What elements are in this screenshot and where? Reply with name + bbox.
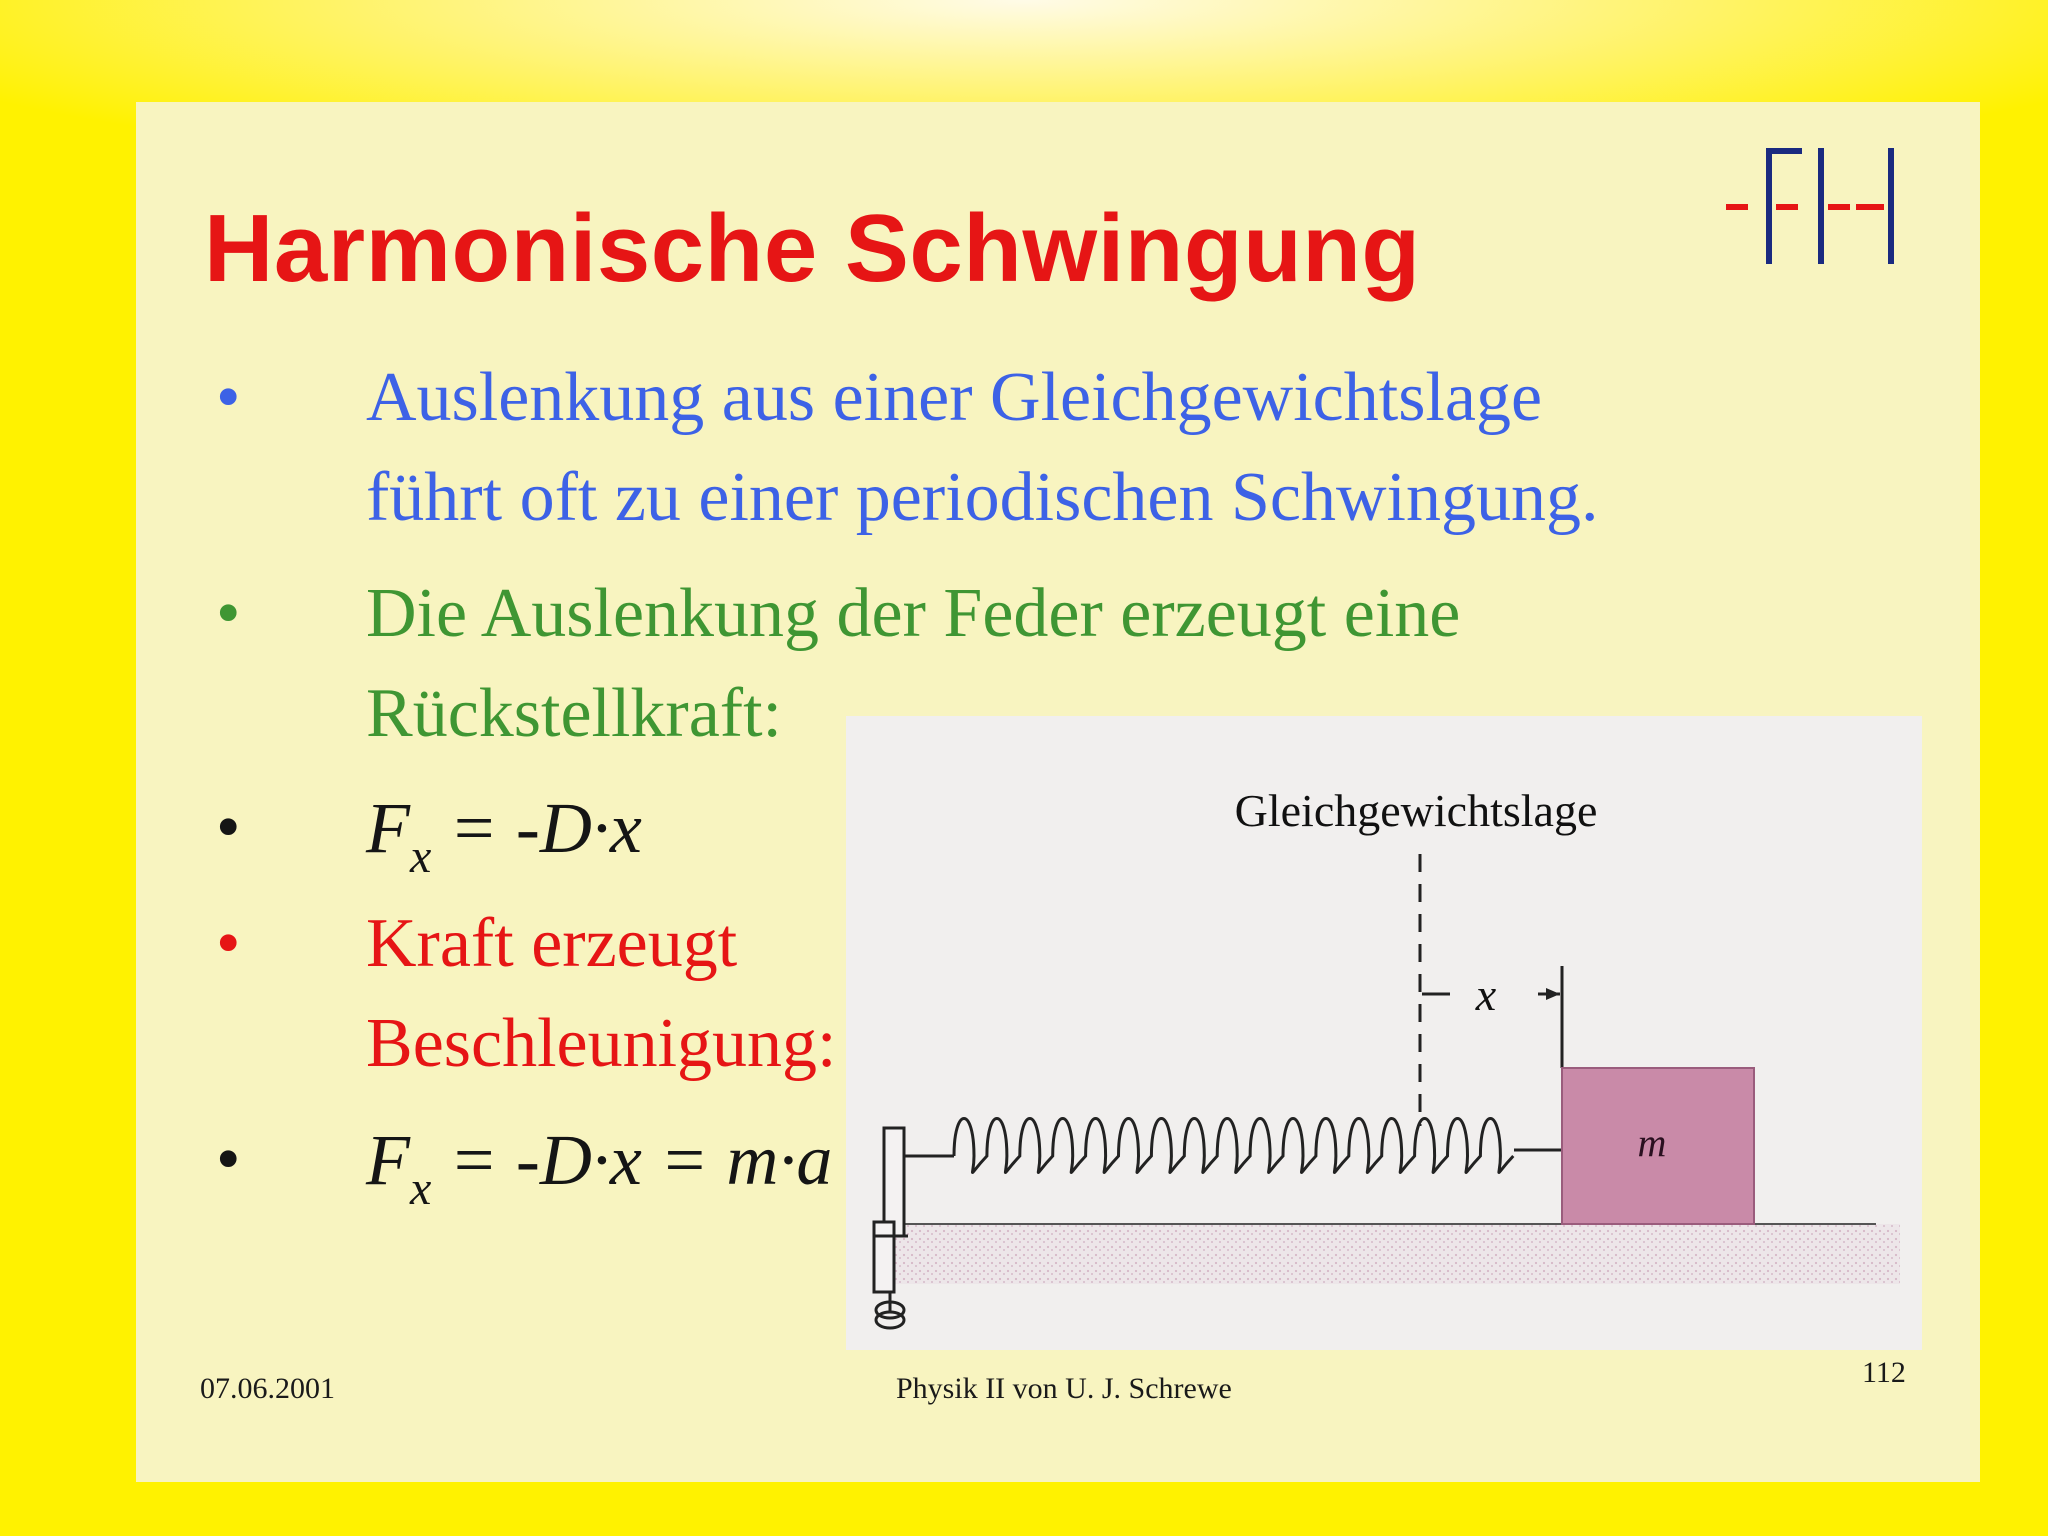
equilibrium-label: Gleichgewichtslage xyxy=(1234,785,1598,836)
bullet-dot: • xyxy=(216,1121,241,1198)
footer-course: Physik II von U. J. Schrewe xyxy=(896,1372,1232,1405)
bullet-dot: • xyxy=(216,789,241,866)
footer-page-number: 112 xyxy=(1862,1356,1906,1389)
footer-date: 07.06.2001 xyxy=(200,1372,335,1405)
bullet-4-line-2: Beschleunigung: xyxy=(366,1005,837,1082)
spring-mass-figure xyxy=(846,716,1922,1350)
bullet-4-line-1: Kraft erzeugt xyxy=(366,905,738,982)
formula-subscript: x xyxy=(409,830,432,883)
arrowhead-icon xyxy=(1546,988,1560,1000)
floor xyxy=(876,1224,1900,1284)
bullet-1-line-1: Auslenkung aus einer Gleichgewichtslage xyxy=(366,359,1543,436)
fh-logo xyxy=(1726,146,1926,276)
slide-title: Harmonische Schwingung xyxy=(204,195,1421,302)
formula-rhs: = -D·x xyxy=(449,788,642,868)
formula-lhs: F xyxy=(366,1120,410,1200)
bullet-2-line-2: Rückstellkraft: xyxy=(366,675,783,752)
wall-clamp xyxy=(874,1128,908,1328)
bullet-dot: • xyxy=(216,905,241,982)
spring xyxy=(954,1119,1513,1173)
newton-formula xyxy=(366,1110,832,1239)
bullet-dot: • xyxy=(216,575,241,652)
mass-label: m xyxy=(1637,1120,1667,1165)
displacement-label: x xyxy=(1475,969,1497,1020)
hooke-law-formula xyxy=(366,778,642,907)
bullet-1-line-2: führt oft zu einer periodischen Schwingung. xyxy=(366,459,1599,536)
bullet-2-line-1: Die Auslenkung der Feder erzeugt eine xyxy=(366,575,1461,652)
bullet-dot: • xyxy=(216,359,241,436)
formula-lhs: F xyxy=(366,788,410,868)
formula-subscript: x xyxy=(409,1162,432,1215)
slide xyxy=(136,102,1980,1482)
formula-rhs: = -D·x = m·a xyxy=(449,1120,833,1200)
